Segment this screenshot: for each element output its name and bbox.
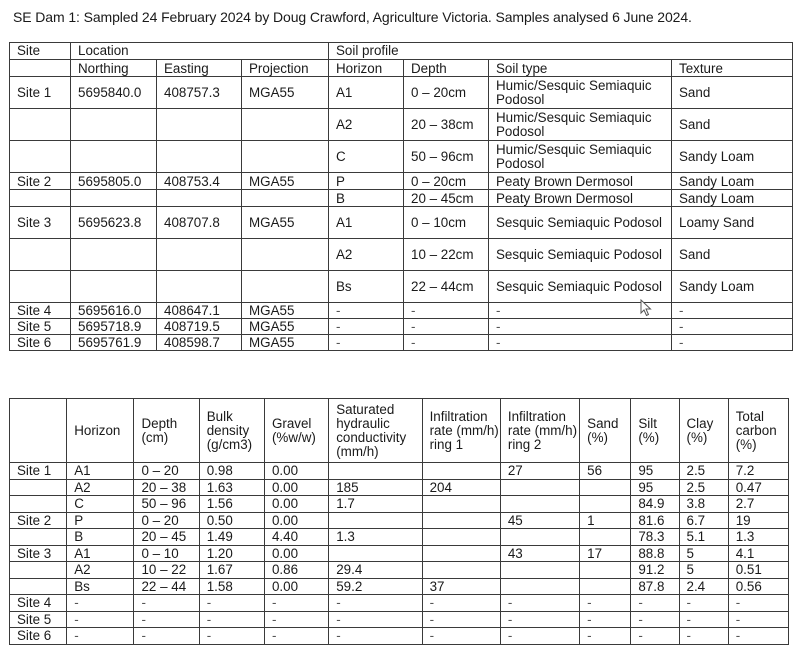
- column-header-row: [10, 60, 793, 77]
- cell: 1.20: [199, 545, 264, 562]
- cell: A2: [67, 479, 134, 496]
- cell-site: Site 4: [10, 303, 71, 319]
- cell: -: [199, 611, 264, 628]
- cell: -: [67, 628, 134, 645]
- cell-texture: Sand: [672, 109, 793, 141]
- cell: A2: [67, 562, 134, 579]
- cell-texture: Sand: [672, 239, 793, 271]
- cell-projection: [242, 190, 329, 207]
- cell-horizon: A1: [329, 77, 404, 109]
- cell: 0.51: [728, 562, 788, 579]
- cell: [10, 479, 67, 496]
- cell: -: [728, 595, 788, 612]
- cell: 1.58: [199, 578, 264, 595]
- cell-horizon: -: [329, 335, 404, 351]
- soil-analysis-table: [9, 398, 789, 645]
- cell-soil-type: Humic/Sesquic Semiaquic Podosol: [489, 109, 672, 141]
- cell-easting: [157, 190, 242, 207]
- cell: 1.3: [728, 529, 788, 546]
- cell: Site 1: [10, 463, 67, 480]
- cell: [10, 496, 67, 513]
- table-row: [10, 190, 793, 207]
- cell: -: [67, 611, 134, 628]
- cell: -: [329, 611, 422, 628]
- table-row: [10, 463, 789, 480]
- table-row: [10, 578, 789, 595]
- cell: -: [500, 595, 579, 612]
- cell-site: Site 2: [10, 173, 71, 190]
- cell: 29.4: [329, 562, 422, 579]
- cell-soil-type: Sesquic Semiaquic Podosol: [489, 239, 672, 271]
- cell: 10 – 22: [134, 562, 199, 579]
- cell: 1.63: [199, 479, 264, 496]
- cell: [500, 562, 579, 579]
- cell: 50 – 96: [134, 496, 199, 513]
- cell: 20 – 38: [134, 479, 199, 496]
- cell: [329, 463, 422, 480]
- header-site: Site: [10, 43, 71, 60]
- cell: [10, 578, 67, 595]
- cell: -: [264, 611, 328, 628]
- cell: [422, 562, 500, 579]
- cell-projection: MGA55: [242, 77, 329, 109]
- cell-horizon: A2: [329, 239, 404, 271]
- cell: -: [580, 628, 631, 645]
- cell: Site 2: [10, 512, 67, 529]
- cell-horizon: A2: [329, 109, 404, 141]
- cell: 27: [500, 463, 579, 480]
- cell-projection: [242, 271, 329, 303]
- cell-soil-type: Peaty Brown Dermosol: [489, 190, 672, 207]
- cell-depth: 50 – 96cm: [404, 141, 489, 173]
- cell-horizon: P: [329, 173, 404, 190]
- cell: 43: [500, 545, 579, 562]
- cell-depth: 10 – 22cm: [404, 239, 489, 271]
- header-col-4: Gravel (%w/w): [264, 399, 328, 463]
- header-col-8: Sand (%): [580, 399, 631, 463]
- cell: -: [329, 595, 422, 612]
- cell-northing: 5695623.8: [71, 207, 157, 239]
- cell: [580, 529, 631, 546]
- header-projection: Projection: [242, 60, 329, 77]
- cell-northing: 5695805.0: [71, 173, 157, 190]
- cell-northing: 5695761.9: [71, 335, 157, 351]
- cell: -: [134, 595, 199, 612]
- cell: -: [679, 595, 728, 612]
- header-northing: Northing: [71, 60, 157, 77]
- cell-site: Site 3: [10, 207, 71, 239]
- cell-easting: 408757.3: [157, 77, 242, 109]
- header-col-11: Total carbon (%): [728, 399, 788, 463]
- cell: [10, 562, 67, 579]
- cell-depth: -: [404, 319, 489, 335]
- cell: 1.7: [329, 496, 422, 513]
- cell: 1.56: [199, 496, 264, 513]
- cell-northing: 5695718.9: [71, 319, 157, 335]
- cell-northing: 5695840.0: [71, 77, 157, 109]
- cell: 5: [679, 562, 728, 579]
- cell-texture: Sandy Loam: [672, 173, 793, 190]
- cell-site: [10, 141, 71, 173]
- cell-depth: 0 – 20cm: [404, 77, 489, 109]
- table-row: [10, 207, 793, 239]
- cell: 91.2: [631, 562, 679, 579]
- cell: -: [329, 628, 422, 645]
- cell-texture: -: [672, 319, 793, 335]
- cell: [10, 529, 67, 546]
- cell-projection: MGA55: [242, 207, 329, 239]
- cell-projection: MGA55: [242, 173, 329, 190]
- cell-soil-type: -: [489, 335, 672, 351]
- cell-site: Site 1: [10, 77, 71, 109]
- cell: 185: [329, 479, 422, 496]
- cell-site: [10, 239, 71, 271]
- header-col-6: Infiltration rate (mm/h) ring 1: [422, 399, 500, 463]
- cell-site: Site 6: [10, 335, 71, 351]
- cell: -: [134, 628, 199, 645]
- cell: -: [631, 628, 679, 645]
- cell-horizon: A1: [329, 207, 404, 239]
- cell: 0.00: [264, 463, 328, 480]
- cell-soil-type: Humic/Sesquic Semiaquic Podosol: [489, 77, 672, 109]
- cell: [580, 496, 631, 513]
- cell-texture: Sand: [672, 77, 793, 109]
- cell: 1.49: [199, 529, 264, 546]
- cell: 7.2: [728, 463, 788, 480]
- cell: [422, 463, 500, 480]
- cell: Bs: [67, 578, 134, 595]
- cell: -: [422, 595, 500, 612]
- cell-northing: [71, 190, 157, 207]
- cell-soil-type: Humic/Sesquic Semiaquic Podosol: [489, 141, 672, 173]
- cell: [500, 529, 579, 546]
- cell-horizon: B: [329, 190, 404, 207]
- cell: Site 3: [10, 545, 67, 562]
- cell-easting: 408707.8: [157, 207, 242, 239]
- header-col-2: Depth (cm): [134, 399, 199, 463]
- cell: -: [264, 595, 328, 612]
- cell-northing: 5695616.0: [71, 303, 157, 319]
- cell: 37: [422, 578, 500, 595]
- cell-projection: [242, 109, 329, 141]
- cell-soil-type: Sesquic Semiaquic Podosol: [489, 271, 672, 303]
- cell: [329, 512, 422, 529]
- cell: -: [199, 628, 264, 645]
- cell-easting: 408719.5: [157, 319, 242, 335]
- cell: -: [580, 595, 631, 612]
- cell-projection: MGA55: [242, 303, 329, 319]
- cell-northing: [71, 141, 157, 173]
- table-row: [10, 562, 789, 579]
- cell-northing: [71, 109, 157, 141]
- cell: -: [500, 611, 579, 628]
- cell: [422, 529, 500, 546]
- cell: -: [580, 611, 631, 628]
- cell: [580, 578, 631, 595]
- cell: 19: [728, 512, 788, 529]
- cell: 4.1: [728, 545, 788, 562]
- cell-texture: Loamy Sand: [672, 207, 793, 239]
- cell: -: [728, 611, 788, 628]
- cell: 0.00: [264, 479, 328, 496]
- cell: 1.3: [329, 529, 422, 546]
- cell: 4.40: [264, 529, 328, 546]
- cell-depth: 20 – 45cm: [404, 190, 489, 207]
- cell: 2.4: [679, 578, 728, 595]
- cell-texture: Sandy Loam: [672, 190, 793, 207]
- table-row: [10, 529, 789, 546]
- cell-texture: Sandy Loam: [672, 271, 793, 303]
- analysis-header-row: [10, 399, 789, 463]
- cell-depth: -: [404, 335, 489, 351]
- cell-easting: [157, 239, 242, 271]
- cell: [580, 479, 631, 496]
- cell: 2.5: [679, 463, 728, 480]
- cell: P: [67, 512, 134, 529]
- table-row: [10, 595, 789, 612]
- cell: 204: [422, 479, 500, 496]
- cell: [422, 496, 500, 513]
- table-row: [10, 319, 793, 335]
- cell: 6.7: [679, 512, 728, 529]
- table-row: [10, 109, 793, 141]
- cell: -: [67, 595, 134, 612]
- document-caption: SE Dam 1: Sampled 24 February 2024 by Doug Crawford, Agriculture Victoria. Samples analysed 6 June 2024.: [13, 9, 692, 25]
- cell: 0.00: [264, 496, 328, 513]
- cell-texture: -: [672, 303, 793, 319]
- cell: A1: [67, 545, 134, 562]
- header-location: Location: [71, 43, 329, 60]
- header-col-10: Clay (%): [679, 399, 728, 463]
- cell-soil-type: Peaty Brown Dermosol: [489, 173, 672, 190]
- cell: [500, 496, 579, 513]
- cell-depth: 20 – 38cm: [404, 109, 489, 141]
- cell: 0.50: [199, 512, 264, 529]
- cell: 2.5: [679, 479, 728, 496]
- cell-horizon: Bs: [329, 271, 404, 303]
- header-col-9: Silt (%): [631, 399, 679, 463]
- cell: 78.3: [631, 529, 679, 546]
- cell: [500, 578, 579, 595]
- table-row: [10, 271, 793, 303]
- cell: [422, 512, 500, 529]
- cell: 87.8: [631, 578, 679, 595]
- cell: [422, 545, 500, 562]
- cell: 0 – 10: [134, 545, 199, 562]
- cell: 56: [580, 463, 631, 480]
- header-easting: Easting: [157, 60, 242, 77]
- cell: 0 – 20: [134, 512, 199, 529]
- header-blank: [10, 60, 71, 77]
- cell: 5: [679, 545, 728, 562]
- group-header-row: [10, 43, 793, 60]
- cell: 88.8: [631, 545, 679, 562]
- cell: -: [422, 611, 500, 628]
- cell: Site 5: [10, 611, 67, 628]
- cell: Site 6: [10, 628, 67, 645]
- header-horizon: Horizon: [329, 60, 404, 77]
- cell: 84.9: [631, 496, 679, 513]
- cell: -: [199, 595, 264, 612]
- cell: 0.47: [728, 479, 788, 496]
- cell: 20 – 45: [134, 529, 199, 546]
- cell-horizon: -: [329, 303, 404, 319]
- cell-projection: MGA55: [242, 319, 329, 335]
- cell-horizon: -: [329, 319, 404, 335]
- cell: 81.6: [631, 512, 679, 529]
- header-texture: Texture: [672, 60, 793, 77]
- cell-site: [10, 109, 71, 141]
- cell-easting: [157, 271, 242, 303]
- cell: [500, 479, 579, 496]
- mouse-pointer-icon: [640, 299, 652, 317]
- header-col-3: Bulk density (g/cm3): [199, 399, 264, 463]
- cell-depth: 0 – 20cm: [404, 173, 489, 190]
- cell: 5.1: [679, 529, 728, 546]
- cell-texture: Sandy Loam: [672, 141, 793, 173]
- cell: -: [631, 611, 679, 628]
- cell: 0.00: [264, 578, 328, 595]
- cell-soil-type: -: [489, 319, 672, 335]
- cell: 1.67: [199, 562, 264, 579]
- header-soil-profile: Soil profile: [329, 43, 793, 60]
- cell: -: [422, 628, 500, 645]
- table-row: [10, 512, 789, 529]
- site-location-table: [9, 42, 793, 351]
- cell: -: [728, 628, 788, 645]
- cell-depth: 22 – 44cm: [404, 271, 489, 303]
- cell-soil-type: -: [489, 303, 672, 319]
- cell: 0.00: [264, 545, 328, 562]
- cell: A1: [67, 463, 134, 480]
- cell: B: [67, 529, 134, 546]
- cell-projection: [242, 239, 329, 271]
- header-col-5: Saturated hydraulic conductivity (mm/h): [329, 399, 422, 463]
- cell: 95: [631, 479, 679, 496]
- cell-projection: MGA55: [242, 335, 329, 351]
- cell: 95: [631, 463, 679, 480]
- cell-easting: [157, 141, 242, 173]
- cell: 0.56: [728, 578, 788, 595]
- cell-easting: 408598.7: [157, 335, 242, 351]
- cell: 1: [580, 512, 631, 529]
- cell-northing: [71, 239, 157, 271]
- cell: -: [500, 628, 579, 645]
- cell: 0.86: [264, 562, 328, 579]
- cell: 22 – 44: [134, 578, 199, 595]
- cell-easting: [157, 109, 242, 141]
- table-row: [10, 77, 793, 109]
- header-col-0: [10, 399, 67, 463]
- table-row: [10, 303, 793, 319]
- cell-horizon: C: [329, 141, 404, 173]
- cell: -: [679, 628, 728, 645]
- cell-soil-type: Sesquic Semiaquic Podosol: [489, 207, 672, 239]
- header-col-1: Horizon: [67, 399, 134, 463]
- cell: -: [679, 611, 728, 628]
- cell: -: [264, 628, 328, 645]
- cell: 0.98: [199, 463, 264, 480]
- cell-northing: [71, 271, 157, 303]
- cell-depth: -: [404, 303, 489, 319]
- cell: -: [134, 611, 199, 628]
- cell-projection: [242, 141, 329, 173]
- header-depth: Depth: [404, 60, 489, 77]
- cell: 45: [500, 512, 579, 529]
- cell-site: Site 5: [10, 319, 71, 335]
- table-row: [10, 173, 793, 190]
- header-soil-type: Soil type: [489, 60, 672, 77]
- cell-texture: -: [672, 335, 793, 351]
- cell-site: [10, 190, 71, 207]
- table-row: [10, 611, 789, 628]
- cell: 59.2: [329, 578, 422, 595]
- table-row: [10, 496, 789, 513]
- cell: C: [67, 496, 134, 513]
- table-row: [10, 239, 793, 271]
- cell: 17: [580, 545, 631, 562]
- cell-easting: 408647.1: [157, 303, 242, 319]
- cell: Site 4: [10, 595, 67, 612]
- cell: 3.8: [679, 496, 728, 513]
- cell: [580, 562, 631, 579]
- table-row: [10, 335, 793, 351]
- cell: 0.00: [264, 512, 328, 529]
- header-col-7: Infiltration rate (mm/h) ring 2: [500, 399, 579, 463]
- cell-depth: 0 – 10cm: [404, 207, 489, 239]
- cell-easting: 408753.4: [157, 173, 242, 190]
- cell: 2.7: [728, 496, 788, 513]
- table-row: [10, 479, 789, 496]
- table-row: [10, 141, 793, 173]
- cell: -: [631, 595, 679, 612]
- cell: 0 – 20: [134, 463, 199, 480]
- table-row: [10, 628, 789, 645]
- cell: [329, 545, 422, 562]
- cell-site: [10, 271, 71, 303]
- table-row: [10, 545, 789, 562]
